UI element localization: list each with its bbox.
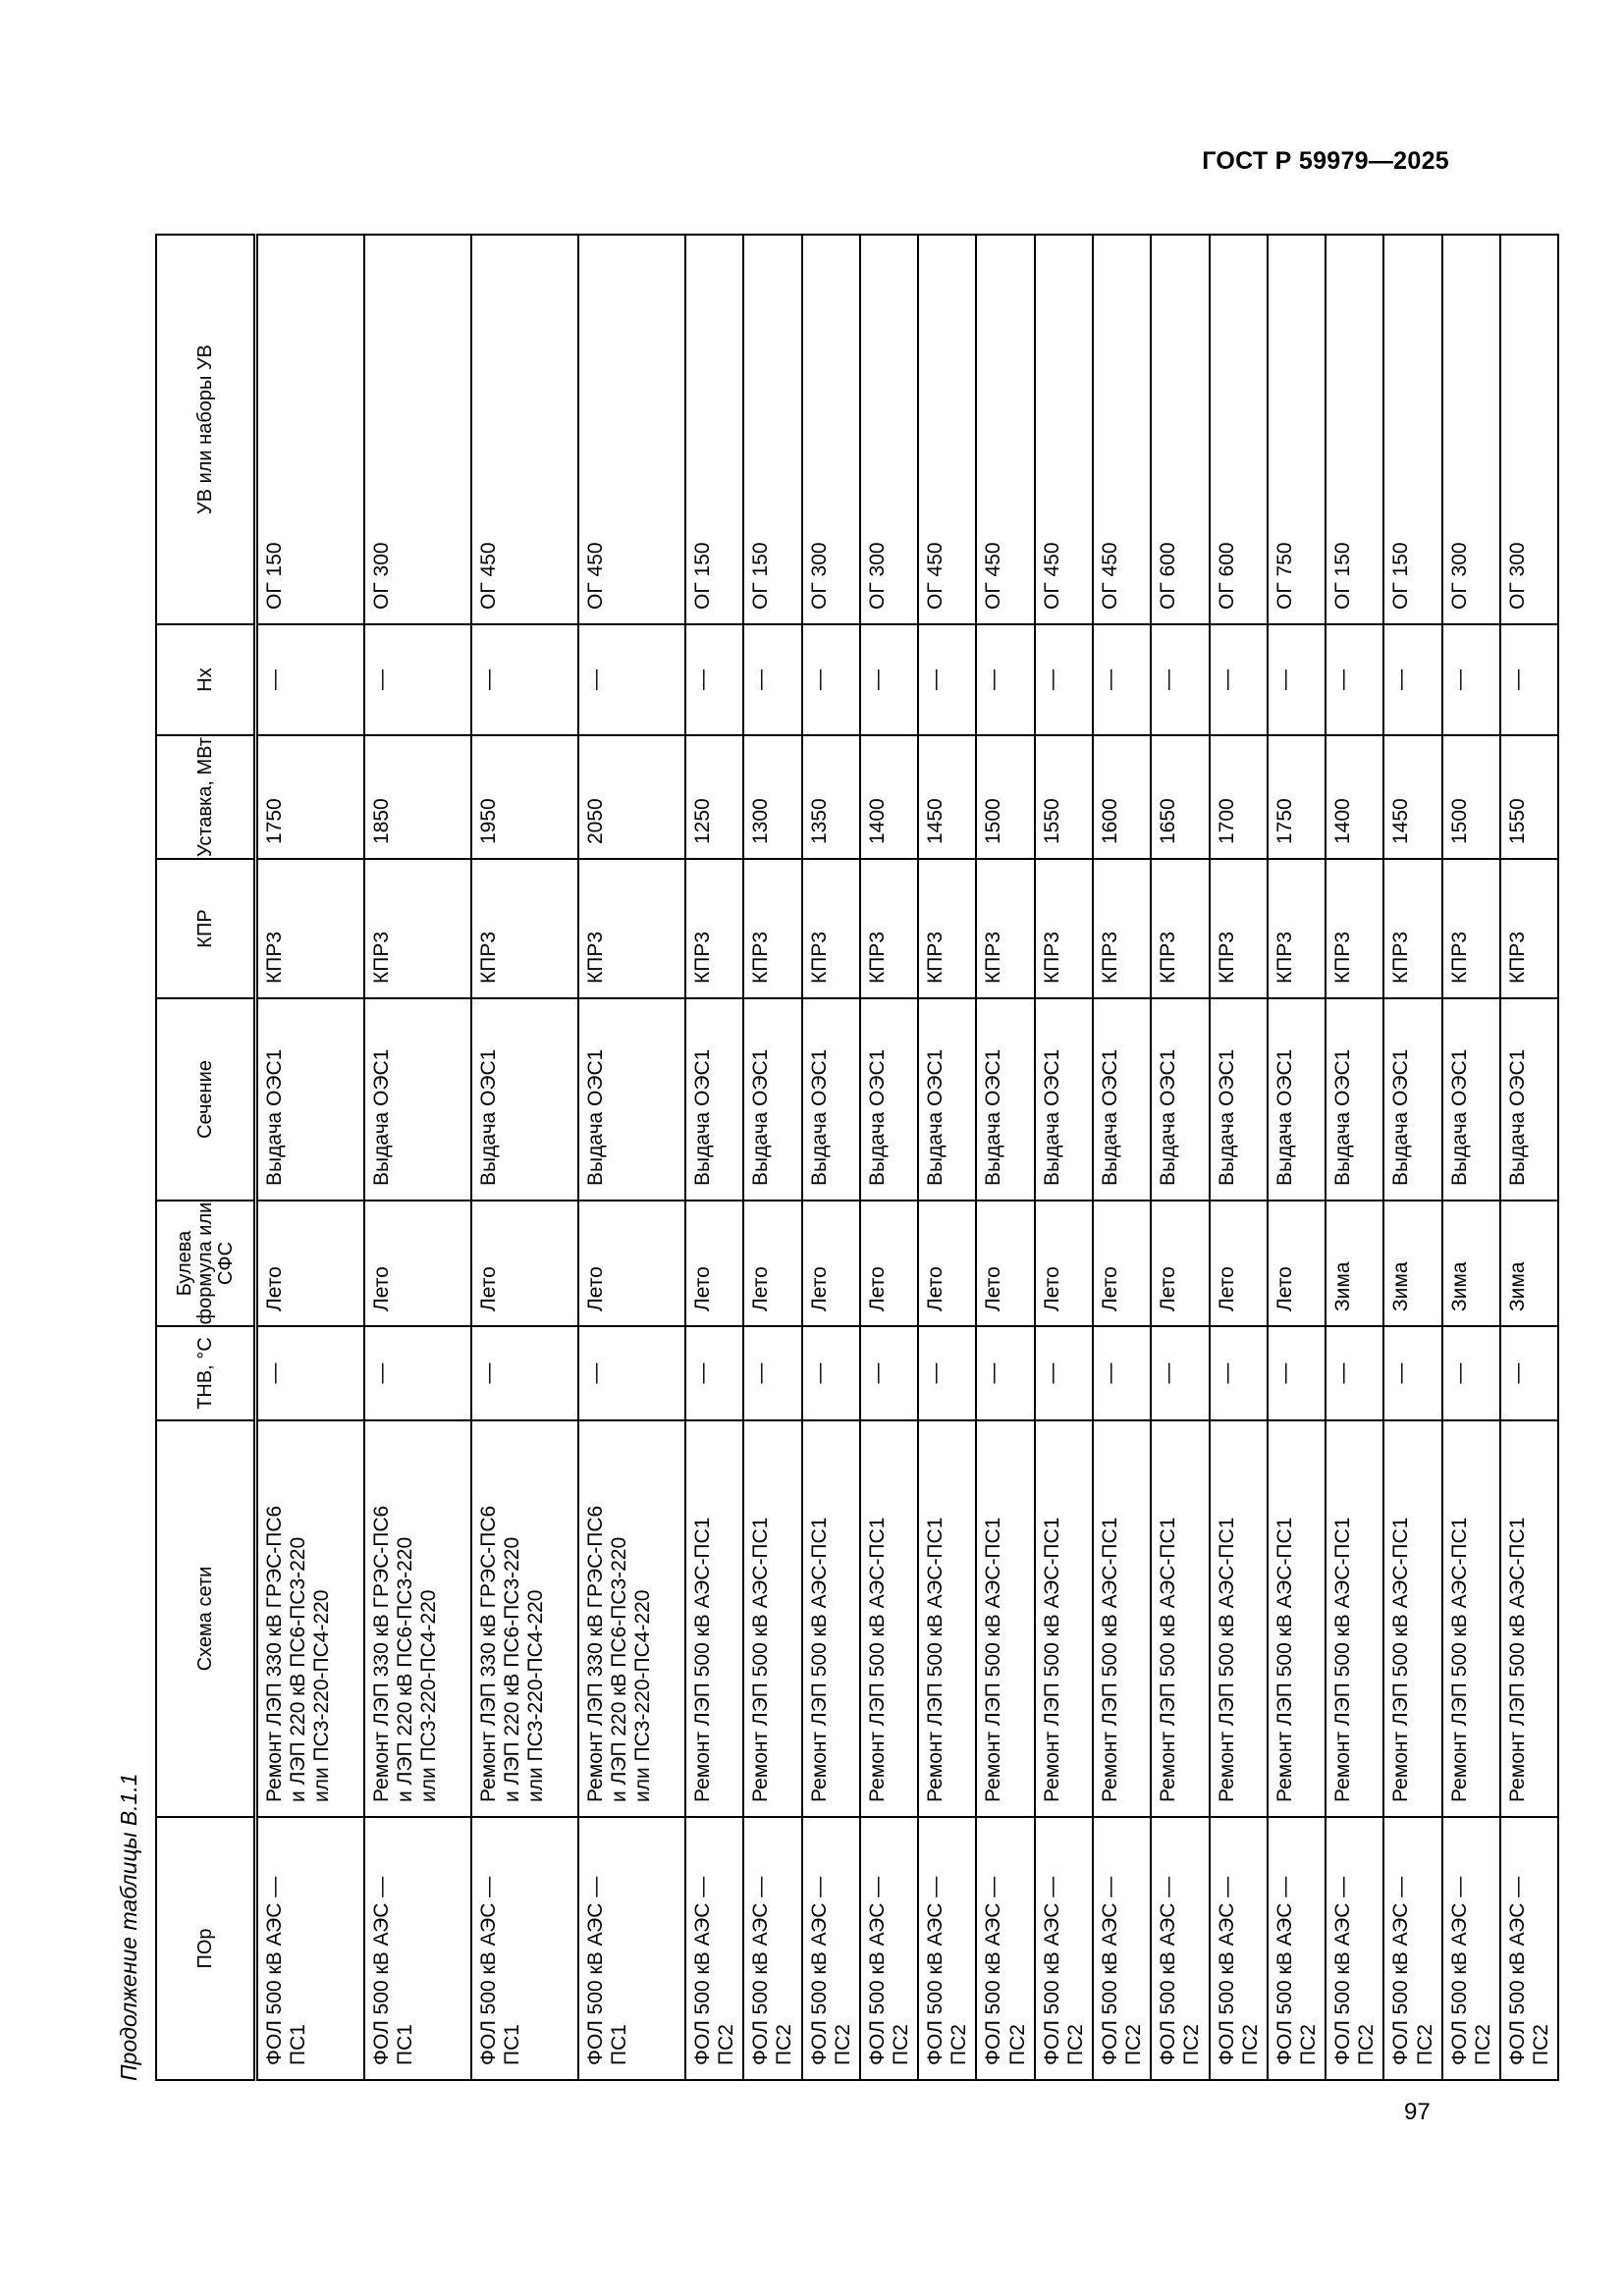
cell-section: Выдача ОЭС1 — [1151, 998, 1209, 1201]
cell-scheme — [1326, 1420, 1383, 1817]
cell-por: ФОЛ 500 кВ АЭС — ПС2 — [802, 1817, 860, 2080]
scheme-line: Ремонт ЛЭП 500 кВ АЭС-ПС1 — [1215, 1517, 1238, 1802]
scheme-line: Ремонт ЛЭП 330 кВ ГРЭС-ПС6 — [370, 1505, 393, 1802]
cell-thv: — — [860, 1326, 918, 1420]
scheme-line: Ремонт ЛЭП 500 кВ АЭС-ПС1 — [1272, 1517, 1296, 1802]
cell-uv: ОГ 450 — [1093, 235, 1151, 624]
cell-bool: Лето — [860, 1201, 918, 1326]
cell-uv: ОГ 600 — [1151, 235, 1209, 624]
scheme-line: Ремонт ЛЭП 500 кВ АЭС-ПС1 — [749, 1517, 773, 1802]
cell-scheme — [918, 1420, 976, 1817]
cell-uv: ОГ 150 — [743, 235, 801, 624]
scheme-line: и ЛЭП 220 кВ ПС6-ПС3-220 — [608, 1536, 631, 1802]
scheme-line: или ПС3-220-ПС4-220 — [310, 1589, 334, 1802]
document-header: ГОСТ Р 59979—2025 — [1202, 147, 1449, 175]
cell-thv: — — [1268, 1326, 1326, 1420]
scheme-line: Ремонт ЛЭП 500 кВ АЭС-ПС1 — [807, 1517, 831, 1802]
cell-uv: ОГ 750 — [1268, 235, 1326, 624]
cell-scheme — [578, 1420, 685, 1817]
table-row — [364, 235, 471, 2080]
col-header-bool: Булева формула или СФС — [156, 1201, 256, 1326]
cell-uv: ОГ 300 — [1442, 235, 1500, 624]
cell-thv: — — [256, 1326, 365, 1420]
table-body — [256, 235, 1559, 2080]
table-row — [1442, 235, 1500, 2080]
scheme-line: Ремонт ЛЭП 500 кВ АЭС-ПС1 — [691, 1517, 714, 1802]
cell-por: ФОЛ 500 кВ АЭС — ПС2 — [1442, 1817, 1500, 2080]
cell-setpoint: 1850 — [364, 735, 471, 859]
cell-uv: ОГ 150 — [256, 235, 365, 624]
cell-por: ФОЛ 500 кВ АЭС — ПС2 — [860, 1817, 918, 2080]
cell-bool: Зима — [1442, 1201, 1500, 1326]
scheme-line: или ПС3-220-ПС4-220 — [631, 1589, 655, 1802]
cell-thv: — — [802, 1326, 860, 1420]
cell-scheme — [743, 1420, 801, 1817]
cell-setpoint: 1700 — [1210, 735, 1268, 859]
cell-scheme — [364, 1420, 471, 1817]
cell-scheme — [1035, 1420, 1093, 1817]
cell-section: Выдача ОЭС1 — [578, 998, 685, 1201]
cell-setpoint: 1550 — [1035, 735, 1093, 859]
cell-setpoint: 1450 — [918, 735, 976, 859]
scheme-line: или ПС3-220-ПС4-220 — [524, 1589, 548, 1802]
cell-scheme — [976, 1420, 1034, 1817]
cell-por: ФОЛ 500 кВ АЭС — ПС1 — [256, 1817, 365, 2080]
cell-kpr: КПР3 — [1210, 859, 1268, 998]
cell-bool: Лето — [1268, 1201, 1326, 1326]
cell-por: ФОЛ 500 кВ АЭС — ПС2 — [1500, 1817, 1558, 2080]
col-header-uv: УВ или наборы УВ — [156, 235, 256, 624]
cell-bool: Зима — [1326, 1201, 1383, 1326]
cell-nx: — — [685, 624, 743, 735]
col-header-section: Сечение — [156, 998, 256, 1201]
cell-uv: ОГ 150 — [1326, 235, 1383, 624]
cell-bool: Зима — [1383, 1201, 1441, 1326]
cell-scheme — [860, 1420, 918, 1817]
cell-nx: — — [1093, 624, 1151, 735]
cell-thv: — — [1326, 1326, 1383, 1420]
cell-setpoint: 1450 — [1383, 735, 1441, 859]
cell-uv: ОГ 300 — [802, 235, 860, 624]
cell-section: Выдача ОЭС1 — [256, 998, 365, 1201]
cell-thv: — — [685, 1326, 743, 1420]
cell-thv: — — [1383, 1326, 1441, 1420]
cell-uv: ОГ 450 — [976, 235, 1034, 624]
cell-thv: — — [1151, 1326, 1209, 1420]
scheme-line: Ремонт ЛЭП 500 кВ АЭС-ПС1 — [1040, 1517, 1063, 1802]
cell-por: ФОЛ 500 кВ АЭС — ПС2 — [976, 1817, 1034, 2080]
cell-section: Выдача ОЭС1 — [743, 998, 801, 1201]
cell-por: ФОЛ 500 кВ АЭС — ПС1 — [364, 1817, 471, 2080]
table-row — [1500, 235, 1558, 2080]
cell-nx: — — [1326, 624, 1383, 735]
cell-thv: — — [1500, 1326, 1558, 1420]
cell-kpr: КПР3 — [1093, 859, 1151, 998]
table-row — [471, 235, 578, 2080]
table-row — [1210, 235, 1268, 2080]
cell-scheme — [1442, 1420, 1500, 1817]
col-header-setpoint: Уставка, МВт — [156, 735, 256, 859]
cell-kpr: КПР3 — [918, 859, 976, 998]
cell-uv: ОГ 300 — [860, 235, 918, 624]
cell-kpr: КПР3 — [802, 859, 860, 998]
cell-section: Выдача ОЭС1 — [860, 998, 918, 1201]
scheme-line: Ремонт ЛЭП 500 кВ АЭС-ПС1 — [1331, 1517, 1355, 1802]
scheme-line: Ремонт ЛЭП 330 кВ ГРЭС-ПС6 — [263, 1505, 286, 1802]
col-header-nx: Нх — [156, 624, 256, 735]
scheme-line: и ЛЭП 220 кВ ПС6-ПС3-220 — [501, 1536, 524, 1802]
cell-por: ФОЛ 500 кВ АЭС — ПС2 — [1151, 1817, 1209, 2080]
table-row — [578, 235, 685, 2080]
cell-kpr: КПР3 — [1500, 859, 1558, 998]
cell-por: ФОЛ 500 кВ АЭС — ПС2 — [918, 1817, 976, 2080]
table-continuation-caption: Продолжение таблицы В.1.1 — [116, 1773, 141, 2081]
data-table — [155, 234, 1559, 2081]
cell-section: Выдача ОЭС1 — [1500, 998, 1558, 1201]
cell-por: ФОЛ 500 кВ АЭС — ПС2 — [743, 1817, 801, 2080]
cell-bool: Лето — [685, 1201, 743, 1326]
cell-section: Выдача ОЭС1 — [1093, 998, 1151, 1201]
cell-thv: — — [578, 1326, 685, 1420]
cell-setpoint: 1650 — [1151, 735, 1209, 859]
cell-kpr: КПР3 — [256, 859, 365, 998]
cell-por: ФОЛ 500 кВ АЭС — ПС2 — [1268, 1817, 1326, 2080]
cell-section: Выдача ОЭС1 — [1442, 998, 1500, 1201]
table-row — [1326, 235, 1383, 2080]
cell-section: Выдача ОЭС1 — [918, 998, 976, 1201]
cell-thv: — — [1093, 1326, 1151, 1420]
cell-nx: — — [364, 624, 471, 735]
cell-nx: — — [471, 624, 578, 735]
cell-nx: — — [1383, 624, 1441, 735]
table-row — [743, 235, 801, 2080]
cell-kpr: КПР3 — [364, 859, 471, 998]
cell-thv: — — [918, 1326, 976, 1420]
cell-scheme — [1210, 1420, 1268, 1817]
cell-bool: Лето — [802, 1201, 860, 1326]
cell-section: Выдача ОЭС1 — [802, 998, 860, 1201]
cell-setpoint: 1950 — [471, 735, 578, 859]
cell-section: Выдача ОЭС1 — [471, 998, 578, 1201]
cell-scheme — [256, 1420, 365, 1817]
cell-section: Выдача ОЭС1 — [976, 998, 1034, 1201]
cell-uv: ОГ 300 — [364, 235, 471, 624]
table-row — [1268, 235, 1326, 2080]
header-row — [156, 235, 256, 2080]
cell-section: Выдача ОЭС1 — [1326, 998, 1383, 1201]
cell-bool: Лето — [364, 1201, 471, 1326]
cell-kpr: КПР3 — [471, 859, 578, 998]
scheme-line: Ремонт ЛЭП 500 кВ АЭС-ПС1 — [982, 1517, 1005, 1802]
cell-bool: Лето — [471, 1201, 578, 1326]
scheme-line: или ПС3-220-ПС4-220 — [417, 1589, 441, 1802]
cell-por: ФОЛ 500 кВ АЭС — ПС2 — [1210, 1817, 1268, 2080]
cell-kpr: КПР3 — [1268, 859, 1326, 998]
cell-scheme — [685, 1420, 743, 1817]
scheme-line: Ремонт ЛЭП 500 кВ АЭС-ПС1 — [1098, 1517, 1121, 1802]
cell-uv: ОГ 150 — [685, 235, 743, 624]
cell-uv: ОГ 450 — [918, 235, 976, 624]
cell-nx: — — [802, 624, 860, 735]
cell-nx: — — [1210, 624, 1268, 735]
cell-kpr: КПР3 — [976, 859, 1034, 998]
table-row — [685, 235, 743, 2080]
table-row — [1035, 235, 1093, 2080]
col-header-thv: ТНВ, °С — [156, 1326, 256, 1420]
cell-uv: ОГ 600 — [1210, 235, 1268, 624]
cell-bool: Лето — [1035, 1201, 1093, 1326]
cell-uv: ОГ 150 — [1383, 235, 1441, 624]
cell-scheme — [1500, 1420, 1558, 1817]
cell-por: ФОЛ 500 кВ АЭС — ПС2 — [1326, 1817, 1383, 2080]
cell-uv: ОГ 300 — [1500, 235, 1558, 624]
cell-bool: Лето — [1093, 1201, 1151, 1326]
scheme-line: Ремонт ЛЭП 500 кВ АЭС-ПС1 — [924, 1517, 947, 1802]
cell-kpr: КПР3 — [1326, 859, 1383, 998]
cell-bool: Лето — [743, 1201, 801, 1326]
col-header-por: ПОр — [156, 1817, 256, 2080]
cell-section: Выдача ОЭС1 — [1210, 998, 1268, 1201]
cell-bool: Зима — [1500, 1201, 1558, 1326]
cell-kpr: КПР3 — [860, 859, 918, 998]
cell-por: ФОЛ 500 кВ АЭС — ПС2 — [685, 1817, 743, 2080]
cell-uv: ОГ 450 — [1035, 235, 1093, 624]
table-row — [1151, 235, 1209, 2080]
table-row — [860, 235, 918, 2080]
cell-setpoint: 2050 — [578, 735, 685, 859]
rotated-table-area — [110, 226, 1553, 2081]
table-header — [156, 235, 256, 2080]
cell-thv: — — [471, 1326, 578, 1420]
cell-section: Выдача ОЭС1 — [1268, 998, 1326, 1201]
scheme-line: Ремонт ЛЭП 500 кВ АЭС-ПС1 — [1157, 1517, 1180, 1802]
cell-nx: — — [1268, 624, 1326, 735]
cell-nx: — — [976, 624, 1034, 735]
cell-nx: — — [918, 624, 976, 735]
table-row — [256, 235, 365, 2080]
cell-scheme — [1151, 1420, 1209, 1817]
cell-nx: — — [578, 624, 685, 735]
scheme-line: и ЛЭП 220 кВ ПС6-ПС3-220 — [394, 1536, 417, 1802]
cell-por: ФОЛ 500 кВ АЭС — ПС1 — [578, 1817, 685, 2080]
cell-uv: ОГ 450 — [578, 235, 685, 624]
cell-nx: — — [860, 624, 918, 735]
cell-por: ФОЛ 500 кВ АЭС — ПС2 — [1383, 1817, 1441, 2080]
cell-nx: — — [1500, 624, 1558, 735]
cell-thv: — — [1035, 1326, 1093, 1420]
cell-por: ФОЛ 500 кВ АЭС — ПС1 — [471, 1817, 578, 2080]
page-number: 97 — [1404, 2099, 1431, 2125]
cell-bool: Лето — [1210, 1201, 1268, 1326]
table-row — [1383, 235, 1441, 2080]
scheme-line: Ремонт ЛЭП 500 кВ АЭС-ПС1 — [1505, 1517, 1529, 1802]
cell-por: ФОЛ 500 кВ АЭС — ПС2 — [1093, 1817, 1151, 2080]
cell-kpr: КПР3 — [1151, 859, 1209, 998]
cell-por: ФОЛ 500 кВ АЭС — ПС2 — [1035, 1817, 1093, 2080]
cell-scheme — [1268, 1420, 1326, 1817]
cell-uv: ОГ 450 — [471, 235, 578, 624]
cell-kpr: КПР3 — [743, 859, 801, 998]
cell-setpoint: 1550 — [1500, 735, 1558, 859]
cell-setpoint: 1350 — [802, 735, 860, 859]
table-row — [918, 235, 976, 2080]
cell-thv: — — [976, 1326, 1034, 1420]
scheme-line: и ЛЭП 220 кВ ПС6-ПС3-220 — [287, 1536, 310, 1802]
scheme-line: Ремонт ЛЭП 500 кВ АЭС-ПС1 — [1389, 1517, 1413, 1802]
cell-thv: — — [1442, 1326, 1500, 1420]
cell-bool: Лето — [256, 1201, 365, 1326]
table-row — [802, 235, 860, 2080]
cell-thv: — — [364, 1326, 471, 1420]
cell-thv: — — [743, 1326, 801, 1420]
cell-setpoint: 1400 — [860, 735, 918, 859]
cell-section: Выдача ОЭС1 — [364, 998, 471, 1201]
cell-scheme — [1093, 1420, 1151, 1817]
cell-nx: — — [256, 624, 365, 735]
cell-scheme — [802, 1420, 860, 1817]
cell-setpoint: 1500 — [976, 735, 1034, 859]
cell-setpoint: 1500 — [1442, 735, 1500, 859]
cell-setpoint: 1300 — [743, 735, 801, 859]
scheme-line: Ремонт ЛЭП 330 кВ ГРЭС-ПС6 — [477, 1505, 500, 1802]
cell-kpr: КПР3 — [1383, 859, 1441, 998]
cell-section: Выдача ОЭС1 — [1383, 998, 1441, 1201]
cell-nx: — — [743, 624, 801, 735]
cell-thv: — — [1210, 1326, 1268, 1420]
table-row — [976, 235, 1034, 2080]
cell-kpr: КПР3 — [1035, 859, 1093, 998]
cell-setpoint: 1600 — [1093, 735, 1151, 859]
cell-nx: — — [1442, 624, 1500, 735]
cell-kpr: КПР3 — [1442, 859, 1500, 998]
table-row — [1093, 235, 1151, 2080]
cell-scheme — [471, 1420, 578, 1817]
cell-bool: Лето — [976, 1201, 1034, 1326]
cell-kpr: КПР3 — [578, 859, 685, 998]
col-header-scheme: Схема сети — [156, 1420, 256, 1817]
cell-kpr: КПР3 — [685, 859, 743, 998]
cell-bool: Лето — [918, 1201, 976, 1326]
cell-scheme — [1383, 1420, 1441, 1817]
cell-setpoint: 1750 — [256, 735, 365, 859]
scheme-line: Ремонт ЛЭП 500 кВ АЭС-ПС1 — [1447, 1517, 1471, 1802]
cell-section: Выдача ОЭС1 — [1035, 998, 1093, 1201]
cell-setpoint: 1400 — [1326, 735, 1383, 859]
cell-nx: — — [1035, 624, 1093, 735]
col-header-kpr: КПР — [156, 859, 256, 998]
cell-bool: Лето — [1151, 1201, 1209, 1326]
cell-setpoint: 1750 — [1268, 735, 1326, 859]
cell-nx: — — [1151, 624, 1209, 735]
cell-bool: Лето — [578, 1201, 685, 1326]
cell-section: Выдача ОЭС1 — [685, 998, 743, 1201]
cell-setpoint: 1250 — [685, 735, 743, 859]
scheme-line: Ремонт ЛЭП 330 кВ ГРЭС-ПС6 — [584, 1505, 607, 1802]
scheme-line: Ремонт ЛЭП 500 кВ АЭС-ПС1 — [865, 1517, 889, 1802]
